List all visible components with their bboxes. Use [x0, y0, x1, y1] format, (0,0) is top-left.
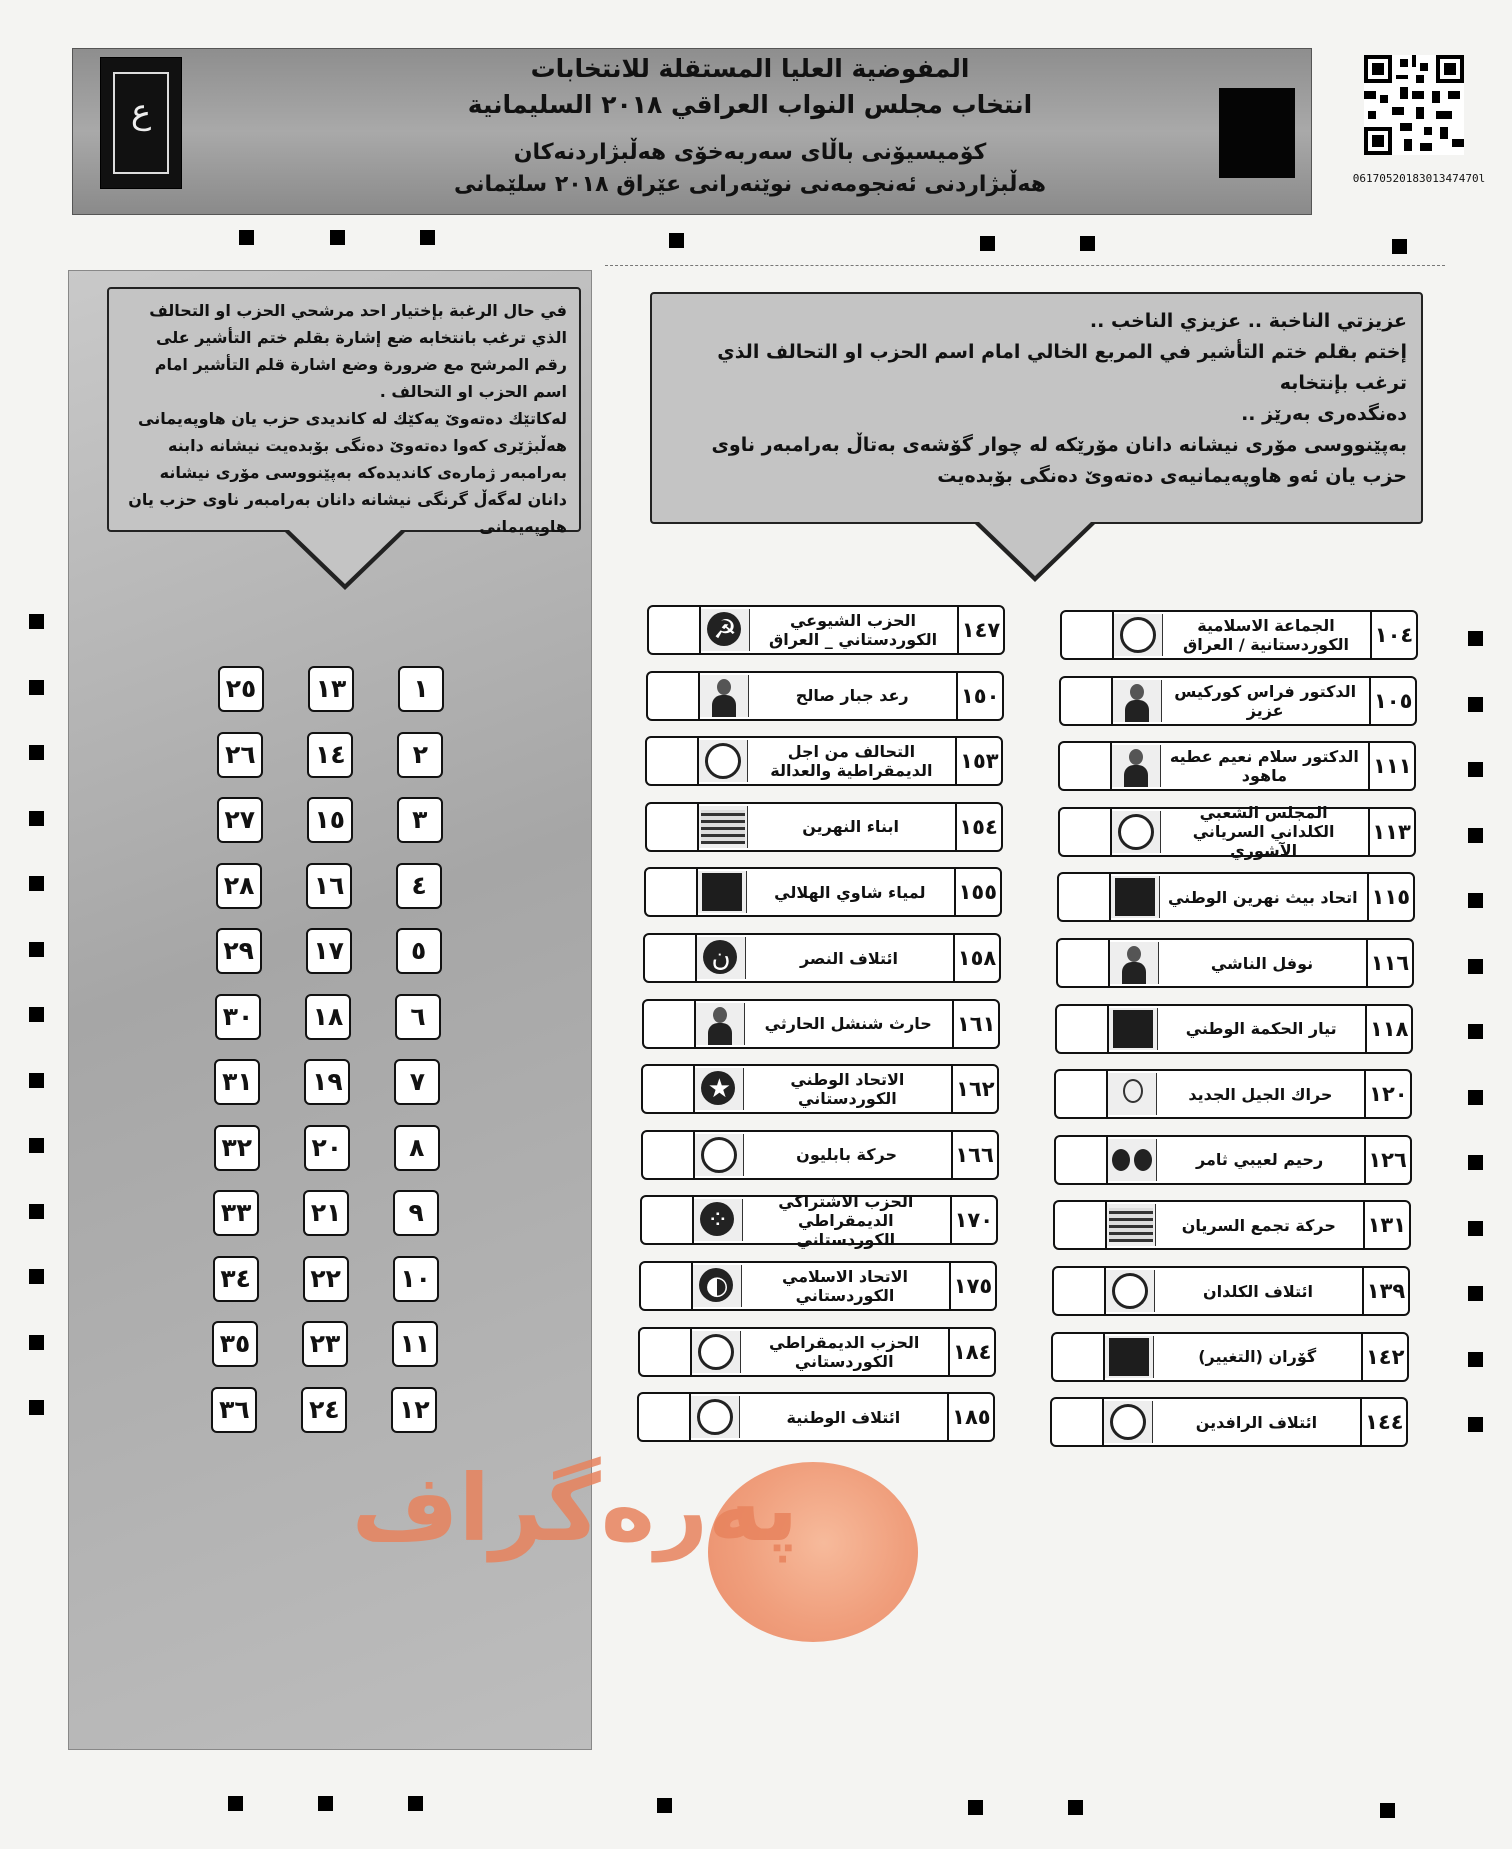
party-logo — [693, 1265, 742, 1307]
candidate-number-box[interactable]: ٣٤ — [213, 1256, 259, 1302]
lightbulb-icon — [1123, 1079, 1143, 1103]
party-logo — [1105, 1336, 1154, 1378]
candidate-instructions-arabic: في حال الرغبة بإختيار احد مرشحي الحزب او التحالف الذي ترغب بانتخابه ضع إشارة بقلم ختم التأشير على رقم المرشح مع ضرورة وضع اشارة قلم التأشير امام اسم الحزب او التحالف . — [149, 301, 567, 401]
registration-mark — [1468, 959, 1483, 974]
party-row — [1060, 610, 1418, 660]
party-name: الحزب الشيوعي الكوردستاني _ العراق — [768, 611, 938, 649]
vote-checkbox[interactable] — [1058, 940, 1110, 986]
party-name: الحزب الديمقراطي الكوردستاني — [769, 1332, 920, 1371]
party-emblem-icon — [698, 1334, 734, 1370]
vote-checkbox[interactable] — [643, 1066, 695, 1112]
registration-mark — [29, 1335, 44, 1350]
divider — [605, 265, 1445, 267]
registration-mark — [1380, 1803, 1395, 1818]
vote-checkbox[interactable] — [1062, 612, 1114, 658]
vote-checkbox[interactable] — [1053, 1334, 1105, 1380]
candidate-photo-icon — [1122, 946, 1146, 984]
vote-checkbox[interactable] — [639, 1394, 691, 1440]
party-name: الحزب الاشتراكي الديمقراطي الكوردستاني — [778, 1191, 914, 1249]
candidate-photo-icon — [708, 1007, 732, 1045]
binoculars-icon — [1112, 1149, 1152, 1171]
candidate-number-box[interactable]: ١٣ — [308, 666, 354, 712]
party-emblem-icon — [1120, 617, 1156, 653]
vote-checkbox[interactable] — [648, 673, 700, 719]
registration-mark — [408, 1796, 423, 1811]
party-logo — [1113, 680, 1162, 722]
candidate-number-box[interactable]: ٢١ — [303, 1190, 349, 1236]
party-name: ائتلاف الرافدين — [1195, 1412, 1318, 1432]
party-row — [641, 1064, 999, 1114]
party-row — [639, 1261, 997, 1311]
party-logo — [696, 1003, 745, 1045]
party-logo — [1109, 1008, 1158, 1050]
ballot-serial-number: 0617052018301347470l — [1352, 172, 1486, 185]
logo-glyph: ﻉ — [130, 92, 152, 132]
party-number: ١٣٩ — [1362, 1268, 1408, 1314]
vote-checkbox[interactable] — [645, 935, 697, 981]
party-emblem-icon — [1110, 1404, 1146, 1440]
registration-mark — [228, 1796, 243, 1811]
registration-mark — [1468, 631, 1483, 646]
party-logo — [692, 1331, 741, 1373]
arrow-down-icon — [975, 524, 1095, 582]
registration-mark — [29, 1269, 44, 1284]
party-number: ١٨٤ — [948, 1329, 994, 1375]
registration-mark — [1468, 697, 1483, 712]
party-name: ائتلاف النصر — [799, 948, 899, 968]
vote-checkbox[interactable] — [1055, 1202, 1107, 1248]
header-title-kurdish: کۆمیسیۆنی باڵای سەربەخۆی هەڵبژاردنەکان — [513, 140, 987, 165]
vote-checkbox[interactable] — [647, 738, 699, 784]
party-emblem-icon — [1112, 1273, 1148, 1309]
party-row — [645, 736, 1003, 786]
registration-mark — [1468, 762, 1483, 777]
watermark-text: پەرەگراف — [351, 1455, 799, 1562]
party-row — [641, 1130, 999, 1180]
party-photo-icon — [1113, 1010, 1153, 1048]
registration-mark — [1468, 1024, 1483, 1039]
party-name: نوفل الناشي — [1210, 953, 1314, 973]
greeting-arabic: عزيزتي الناخبة .. عزيزي الناخب .. — [1089, 310, 1407, 332]
registration-mark — [420, 230, 435, 245]
party-photo-icon — [1115, 878, 1155, 916]
party-number: ١٢٠ — [1364, 1071, 1410, 1117]
vote-checkbox[interactable] — [1054, 1268, 1106, 1314]
party-row — [646, 671, 1004, 721]
party-logo — [699, 740, 748, 782]
party-name: ائتلاف الوطنية — [786, 1407, 901, 1427]
registration-mark — [1080, 236, 1095, 251]
party-logo — [1108, 1073, 1157, 1115]
party-row — [642, 999, 1000, 1049]
party-number: ١٤٤ — [1360, 1399, 1406, 1445]
vote-checkbox[interactable] — [1060, 809, 1112, 855]
party-name: الاتحاد الاسلامي الكوردستاني — [781, 1267, 909, 1305]
vote-checkbox[interactable] — [646, 869, 698, 915]
party-emblem-icon — [1109, 1208, 1153, 1242]
party-emblem-icon — [697, 1399, 733, 1435]
candidate-number-box[interactable]: ٦ — [395, 994, 441, 1040]
party-number: ١٧٥ — [949, 1263, 995, 1309]
party-logo — [1111, 876, 1160, 918]
party-name: ابناء النهرين — [802, 817, 899, 837]
registration-mark — [1468, 1352, 1483, 1367]
vote-checkbox[interactable] — [1061, 678, 1113, 724]
registration-mark — [29, 614, 44, 629]
party-number: ١٦١ — [952, 1001, 998, 1047]
party-emblem-glyph: ☭ — [713, 615, 737, 645]
candidate-photo-icon — [1124, 749, 1148, 787]
party-logo — [697, 937, 746, 979]
party-row — [644, 867, 1002, 917]
registration-mark — [968, 1800, 983, 1815]
candidate-number-box[interactable]: ١٤ — [307, 732, 353, 778]
party-row — [647, 605, 1005, 655]
arrow-down-icon — [285, 532, 405, 590]
party-logo — [1112, 811, 1161, 853]
party-logo — [691, 1396, 740, 1438]
vote-checkbox[interactable] — [1056, 1137, 1108, 1183]
registration-mark — [29, 942, 44, 957]
party-name: حركة تجمع السريان — [1181, 1215, 1336, 1235]
vote-checkbox[interactable] — [647, 804, 699, 850]
party-logo — [1108, 1139, 1157, 1181]
party-row — [643, 933, 1001, 983]
candidate-photo-icon — [712, 679, 736, 717]
party-emblem-glyph: ن — [711, 943, 731, 973]
candidate-number-box[interactable]: ٨ — [394, 1125, 440, 1171]
party-logo — [700, 675, 749, 717]
registration-mark — [1068, 1800, 1083, 1815]
party-logo — [698, 871, 747, 913]
candidate-number-box[interactable]: ٣١ — [214, 1059, 260, 1105]
candidate-number-box[interactable]: ٢ — [397, 732, 443, 778]
candidate-number-box[interactable]: ٣٣ — [213, 1190, 259, 1236]
candidate-number-box[interactable]: ٩ — [393, 1190, 439, 1236]
candidate-photo-icon — [1125, 684, 1149, 722]
party-number: ١٠٤ — [1370, 612, 1416, 658]
header-subtitle-kurdish: هەڵبژاردنی ئەنجومەنی نوێنەرانی عێراق ٢٠١٨ سلێمانی — [454, 172, 1046, 197]
candidate-instructions-kurdish: لەکاتێك دەتەوێ یەکێك لە کاندیدی حزب یان هاوپەیمانی هەڵبژێری کەوا دەتەوێ دەنگی بۆبدەیت نیشانە دابنە بەرامبەر ژمارەی کاندیدەکە بەپێنووسی مۆری نیشانە دانان لەگەڵ گرنگی نیشانە دانان بەرامبەر ناوی حزب یان هاوپەیمانی — [128, 409, 567, 536]
candidate-number-box[interactable]: ٣٦ — [211, 1387, 257, 1433]
candidate-number-box[interactable]: ٢٦ — [217, 732, 263, 778]
candidate-number-box[interactable]: ٢٧ — [217, 797, 263, 843]
candidate-number-box[interactable]: ٤ — [396, 863, 442, 909]
party-name: ائتلاف الكلدان — [1202, 1281, 1314, 1301]
party-name: حركة بابليون — [796, 1145, 898, 1165]
candidate-number-box[interactable]: ٢٤ — [301, 1387, 347, 1433]
party-row — [1056, 938, 1414, 988]
commission-logo — [100, 57, 182, 189]
party-photo-icon — [702, 873, 742, 911]
vote-checkbox[interactable] — [1059, 874, 1111, 920]
party-name: گۆران (التغيير) — [1198, 1347, 1317, 1367]
party-logo — [699, 806, 748, 848]
registration-mark — [29, 1204, 44, 1219]
party-number: ١١٣ — [1368, 809, 1414, 855]
party-number: ١٧٠ — [950, 1197, 996, 1243]
registration-mark — [318, 1796, 333, 1811]
candidate-number-box[interactable]: ٣ — [397, 797, 443, 843]
qr-code-icon — [1364, 55, 1464, 155]
party-number: ١٤٧ — [957, 607, 1003, 653]
party-row — [1058, 741, 1416, 791]
party-name: حارث شنشل الحارثي — [764, 1014, 932, 1034]
party-logo — [701, 609, 750, 651]
candidate-number-box[interactable]: ١٨ — [305, 994, 351, 1040]
header-subtitle-arabic: انتخاب مجلس النواب العراقي ٢٠١٨ السليمانية — [467, 90, 1033, 119]
party-emblem-icon — [1118, 814, 1154, 850]
candidate-number-box[interactable]: ١٠ — [393, 1256, 439, 1302]
vote-checkbox[interactable] — [1060, 743, 1112, 789]
party-row — [1058, 803, 1416, 861]
party-logo — [1110, 942, 1159, 984]
party-row — [1059, 676, 1417, 726]
candidate-number-box[interactable]: ٣٠ — [215, 994, 261, 1040]
party-row — [637, 1392, 995, 1442]
registration-mark — [1468, 1221, 1483, 1236]
candidate-number-box[interactable]: ٢٣ — [302, 1321, 348, 1367]
registration-mark — [29, 680, 44, 695]
party-number: ١٢٦ — [1364, 1137, 1410, 1183]
party-number: ١٥٠ — [956, 673, 1002, 719]
party-row — [1053, 1200, 1411, 1250]
party-number: ١٦٦ — [951, 1132, 997, 1178]
candidate-number-box[interactable]: ١٧ — [306, 928, 352, 974]
party-emblem-glyph: ◐ — [705, 1271, 729, 1301]
party-name: اتحاد بيث نهرين الوطني — [1167, 887, 1358, 907]
candidate-number-box[interactable]: ٢٩ — [216, 928, 262, 974]
instruction-arabic: إختم بقلم ختم التأشير في المربع الخالي امام اسم الحزب او التحالف الذي ترغب بإنتخابه — [717, 341, 1407, 394]
vote-checkbox[interactable] — [644, 1001, 696, 1047]
party-number: ١٣١ — [1363, 1202, 1409, 1248]
candidate-instructions — [107, 287, 581, 536]
party-name: الجماعة الاسلامية الكوردستانية / العراق — [1182, 616, 1349, 654]
candidate-number-box[interactable]: ٢٢ — [303, 1256, 349, 1302]
party-number: ١١١ — [1368, 743, 1414, 789]
black-marker-square — [1219, 88, 1295, 178]
candidate-number-box[interactable]: ٢٠ — [304, 1125, 350, 1171]
party-row — [1051, 1332, 1409, 1382]
registration-mark — [1468, 1286, 1483, 1301]
party-name: حراك الجيل الجديد — [1188, 1084, 1333, 1104]
vote-checkbox[interactable] — [642, 1197, 694, 1243]
candidate-number-box[interactable]: ٣٥ — [212, 1321, 258, 1367]
header-title-arabic: المفوضية العليا المستقلة للانتخابات — [530, 54, 970, 83]
registration-mark — [1468, 828, 1483, 843]
party-row — [1050, 1397, 1408, 1447]
party-logo — [1112, 745, 1161, 787]
party-emblem-glyph: ⁘ — [706, 1205, 729, 1236]
candidate-number-box[interactable]: ١٩ — [304, 1059, 350, 1105]
party-number: ١٥٣ — [955, 738, 1001, 784]
party-row — [1052, 1266, 1410, 1316]
party-name: لمياء شاوي الهلالي — [774, 882, 926, 902]
party-logo — [1104, 1401, 1153, 1443]
party-logo — [695, 1068, 744, 1110]
registration-mark — [1468, 1155, 1483, 1170]
party-row — [645, 802, 1003, 852]
party-number: ١٦٢ — [951, 1066, 997, 1112]
party-logo — [695, 1134, 744, 1176]
party-emblem-icon — [701, 810, 745, 844]
candidate-number-box[interactable]: ١٥ — [307, 797, 353, 843]
candidate-number-box[interactable]: ١٢ — [391, 1387, 437, 1433]
party-number: ١٥٥ — [954, 869, 1000, 915]
registration-mark — [657, 1798, 672, 1813]
party-emblem-icon — [701, 1137, 737, 1173]
party-instructions — [650, 292, 1423, 524]
party-row — [638, 1327, 996, 1377]
registration-mark — [29, 1073, 44, 1088]
greeting-kurdish: دەنگدەری بەرێز .. — [1241, 403, 1407, 425]
party-emblem-icon — [705, 743, 741, 779]
candidate-number-box[interactable]: ١ — [398, 666, 444, 712]
party-name: الاتحاد الوطني الكوردستاني — [790, 1070, 905, 1109]
registration-mark — [29, 1400, 44, 1415]
party-name: الدكتور فراس كوركيس عزيز — [1174, 681, 1357, 720]
registration-mark — [669, 233, 684, 248]
party-number: ١١٦ — [1366, 940, 1412, 986]
registration-mark — [29, 1007, 44, 1022]
party-number: ١٠٥ — [1369, 678, 1415, 724]
party-row — [1054, 1069, 1412, 1119]
party-number: ١٨٥ — [947, 1394, 993, 1440]
party-logo — [1106, 1270, 1155, 1312]
party-name: التحالف من اجل الديمقراطية والعدالة — [770, 742, 933, 781]
registration-mark — [29, 1138, 44, 1153]
registration-mark — [29, 876, 44, 891]
candidate-number-box[interactable]: ٣٢ — [214, 1125, 260, 1171]
party-row — [1057, 872, 1415, 922]
party-emblem-glyph: ★ — [707, 1074, 732, 1105]
party-name: تيار الحكمة الوطني — [1185, 1019, 1337, 1039]
vote-checkbox[interactable] — [641, 1263, 693, 1309]
candidate-number-box[interactable]: ١١ — [392, 1321, 438, 1367]
registration-mark — [239, 230, 254, 245]
party-row — [1055, 1004, 1413, 1054]
vote-checkbox[interactable] — [643, 1132, 695, 1178]
party-logo — [1114, 614, 1163, 656]
party-number: ١١٨ — [1365, 1006, 1411, 1052]
party-name: رعد جبار صالح — [795, 686, 909, 706]
registration-mark — [1468, 1090, 1483, 1105]
registration-mark — [29, 745, 44, 760]
registration-mark — [1392, 239, 1407, 254]
candidate-number-box[interactable]: ١٦ — [306, 863, 352, 909]
registration-mark — [330, 230, 345, 245]
party-logo — [1107, 1204, 1156, 1246]
candidate-number-box[interactable]: ٢٨ — [216, 863, 262, 909]
party-number: ١١٥ — [1367, 874, 1413, 920]
party-name: الدكتور سلام نعيم عطيه ماهود — [1169, 747, 1359, 786]
vote-checkbox[interactable] — [649, 607, 701, 653]
vote-checkbox[interactable] — [1057, 1006, 1109, 1052]
vote-checkbox[interactable] — [1052, 1399, 1104, 1445]
candidate-number-box[interactable]: ٥ — [396, 928, 442, 974]
party-row — [640, 1191, 998, 1249]
party-number: ١٤٢ — [1361, 1334, 1407, 1380]
party-number: ١٥٨ — [953, 935, 999, 981]
registration-mark — [980, 236, 995, 251]
registration-mark — [29, 811, 44, 826]
vote-checkbox[interactable] — [640, 1329, 692, 1375]
party-number: ١٥٤ — [955, 804, 1001, 850]
candidate-number-box[interactable]: ٧ — [394, 1059, 440, 1105]
registration-mark — [1468, 893, 1483, 908]
party-row — [1054, 1135, 1412, 1185]
party-photo-icon — [1109, 1338, 1149, 1376]
party-name: المجلس الشعبي الكلداني السرياني الآشوري — [1192, 803, 1335, 861]
instruction-kurdish: بەپێنووسی مۆری نیشانە دانان مۆرێکە لە چوار گۆشەی بەتاڵ بەرامبەر ناوی حزب یان ئەو هاوپەیمانیەی دەتەوێ دەنگی بۆبدەیت — [711, 434, 1407, 487]
registration-mark — [1468, 1417, 1483, 1432]
party-name: رحيم لعيبي ثامر — [1196, 1150, 1324, 1170]
vote-checkbox[interactable] — [1056, 1071, 1108, 1117]
candidate-number-box[interactable]: ٢٥ — [218, 666, 264, 712]
party-logo — [694, 1199, 743, 1241]
